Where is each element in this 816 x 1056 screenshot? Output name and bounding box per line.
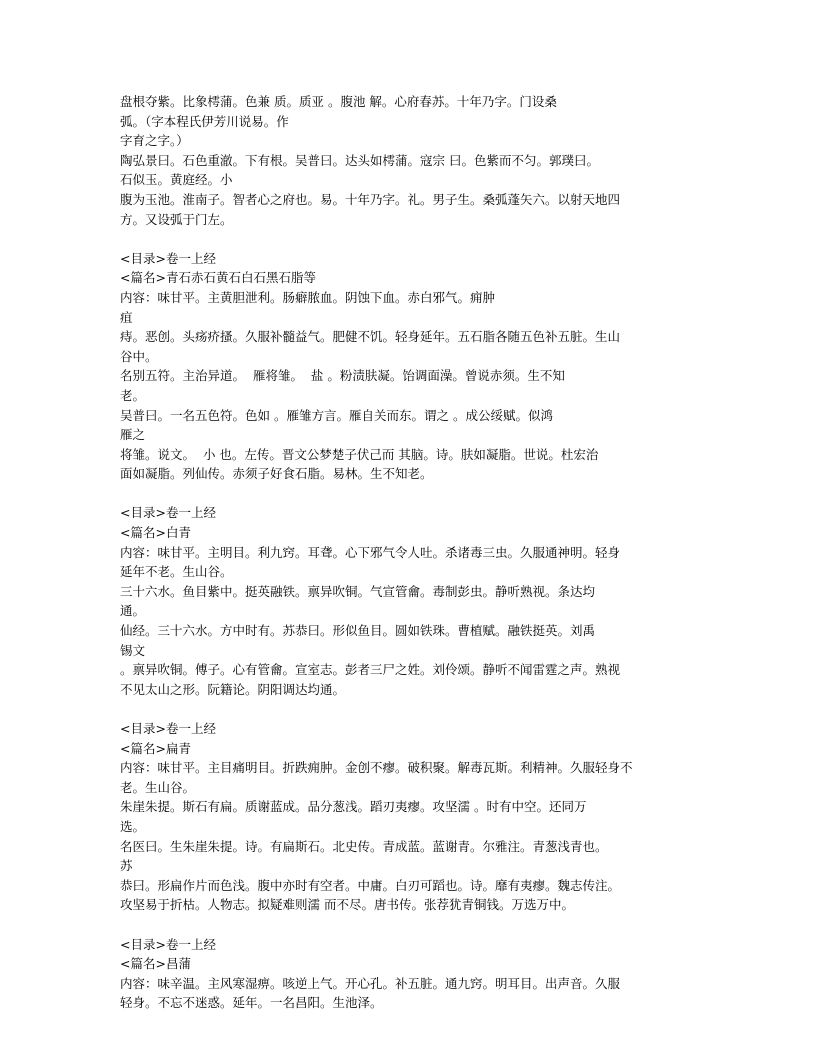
catalog-line: <目录>卷一上经	[120, 721, 216, 736]
catalog-line: <目录>卷一上经	[120, 505, 216, 521]
content-line: 内容：味甘平。主明目。利九窍。耳聋。心下邪气令人吐。杀诸毒三虫。久服通神明。轻身	[120, 544, 621, 560]
paragraph-gap	[120, 229, 710, 249]
text-line: 三十六水。鱼目紫中。挺英融铁。禀异吹铜。气宣管龠。毒制彭虫。静听熟视。条达均	[120, 583, 596, 599]
text-line: 痔。恶创。头疡疥搔。久服补髓益气。肥健不饥。轻身延年。五石脂各随五色补五脏。生山	[120, 329, 621, 345]
text-line: 盘根夺紫。比象樗蒲。色兼 质。质亚 。腹池 解。心府春苏。十年乃字。门设桑	[120, 94, 557, 109]
text-line: 面如凝脂。列仙传。赤须子好食石脂。易林。生不知老。	[120, 466, 433, 482]
document-page	[120, 92, 710, 1013]
content-line: 内容：味甘平。主黄胆泄利。肠癖脓血。阴蚀下血。赤白邪气。痈肿	[120, 289, 496, 305]
text-line: 仙经。三十六水。方中时有。苏恭曰。形似鱼目。圆如铁珠。曹植赋。融铁挺英。刘禹	[120, 623, 596, 639]
text-line: 。禀异吹铜。傅子。心有管龠。宣室志。彭者三尸之姓。刘伶颂。静听不闻雷霆之声。熟视	[120, 662, 621, 678]
text-line: 苏	[120, 858, 133, 874]
chapter-title: <篇名>白青	[120, 525, 191, 541]
text-line: 名别五符。主治异道。 雁将雏。 盐 。粉渍肤凝。饴调面澡。曾说赤须。生不知	[120, 368, 565, 384]
text-line: 雁之	[120, 427, 146, 443]
text-line: 吴普曰。一名五色符。色如 。雁雏方言。雁自关而东。谓之 。成公绥赋。似鸿	[120, 407, 553, 423]
text-line: 谷中。	[120, 348, 158, 364]
paragraph-gap	[120, 484, 710, 504]
entry-changpu	[120, 935, 710, 1013]
text-line: 将雏。说文。 小 也。左传。晋文公梦楚子伏己而 其脑。诗。肤如凝脂。世说。杜宏治	[120, 446, 599, 462]
text-line: 陶弘景曰。石色重澈。下有根。吴普曰。达头如樗蒲。寇宗 曰。色紫而不匀。郭璞曰。	[120, 152, 599, 168]
text-line: 名医曰。生朱崖朱提。诗。有扁斯石。北史传。青成蓝。蓝谢青。尔雅注。青葱浅青也。	[120, 838, 608, 854]
chapter-title: <篇名>昌蒲	[120, 956, 191, 972]
text-line: 不见太山之形。阮籍论。阴阳调达均通。	[120, 681, 346, 697]
content-line: 内容：味甘平。主目痛明目。折跌痈肿。金创不瘳。破积聚。解毒瓦斯。利精神。久服轻身不	[120, 760, 633, 776]
text-line: 方。又设弧于门左。	[120, 211, 233, 227]
text-line: 轻身。不忘不迷惑。延年。一名昌阳。生池泽。	[120, 995, 383, 1011]
chapter-title: <篇名>青石赤石黄石白石黑石脂等	[120, 270, 316, 286]
text-line: 通。	[120, 603, 146, 619]
text-line: 石似玉。黄庭经。小	[120, 172, 233, 188]
text-line: 弧。（字本程氏伊芳川说易。作	[120, 113, 289, 129]
entry-baiqing	[120, 503, 710, 699]
paragraph-gap	[120, 915, 710, 935]
text-block-1	[120, 92, 710, 229]
catalog-line: <目录>卷一上经	[120, 936, 216, 952]
text-line: 疽	[120, 309, 133, 325]
catalog-line: <目录>卷一上经	[120, 250, 216, 266]
entry-qingshi-chishi	[120, 249, 710, 484]
content-line: 内容：味辛温。主风寒湿痹。咳逆上气。开心孔。补五脏。通九窍。明耳目。出声音。久服	[120, 975, 621, 991]
paragraph-gap	[120, 699, 710, 719]
text-line: 老。生山谷。	[120, 779, 196, 795]
text-line: 朱崖朱提。斯石有扁。质谢蓝成。品分葱浅。蹈刃夷瘳。攻坚濡 。时有中空。还同万	[120, 799, 587, 815]
text-line: 腹为玉池。淮南子。智者心之府也。易。十年乃字。礼。男子生。桑弧蓬矢六。以射天地四	[120, 191, 621, 207]
text-line: 攻坚易于折枯。人物志。拟疑难则濡 而不尽。唐书传。张荐犹青铜钱。万选万中。	[120, 897, 574, 913]
text-line: 恭曰。形扁作片而色浅。腹中亦时有空者。中庸。白刃可蹈也。诗。靡有夷瘳。魏志传注。	[120, 877, 621, 893]
text-line: 锡文	[120, 642, 146, 658]
text-line: 延年不老。生山谷。	[120, 564, 233, 580]
text-line: 老。	[120, 387, 146, 403]
text-line: 选。	[120, 818, 146, 834]
chapter-title: <篇名>扁青	[120, 740, 191, 756]
text-line: 字育之字。）	[120, 133, 189, 149]
entry-bianqing	[120, 719, 710, 915]
